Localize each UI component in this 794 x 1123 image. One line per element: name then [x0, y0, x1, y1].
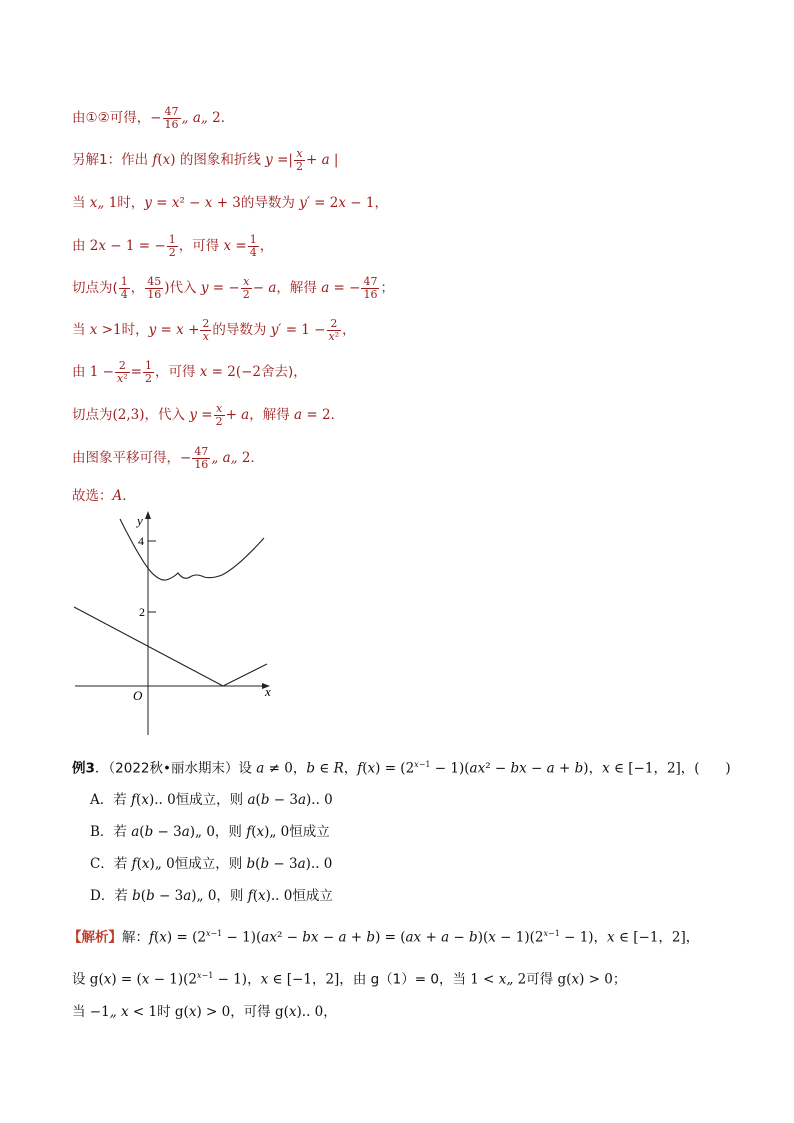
- solution-line-5: 切点为( $\frac{1}{4}$ ， $\frac{45}{16}$ )代入 y = − $\frac{x}{2}$ − a，解得 a = − $\frac{47}{16}$ ；: [72, 275, 394, 301]
- tick-label-2: 2: [139, 605, 145, 619]
- option-a[interactable]: A．若 f(x).. 0恒成立，则 a(b − 3a).. 0: [90, 792, 333, 808]
- option-c[interactable]: C．若 f(x)„ 0恒成立，则 b(b − 3a).. 0: [90, 856, 333, 872]
- solution-line-8: 切点为(2,3)，代入 y = $\frac{x}{2}$ + a，解得 a = 2．: [72, 402, 345, 428]
- abs-polyline: [74, 607, 267, 686]
- analysis-tag: 【解析】: [68, 929, 122, 946]
- solution-line-2: 另解1：作出 f(x) 的图象和折线 y =| $\frac{x}{2}$ + a |: [72, 147, 339, 173]
- analysis-line-1: 【解析】解：$f(x) = (2^{x-1} - 1)(ax^2$ − bx − $a + b) = (ax + a - b)(x - 1)(2^{x-1} - 1)$，x ∈ [−1，2]，: [68, 929, 700, 946]
- x-axis-label: x: [265, 684, 271, 699]
- f-curve: [120, 519, 264, 580]
- option-d[interactable]: D．若 b(b − 3a)„ 0，则 f(x).. 0恒成立: [90, 888, 333, 904]
- example-title: 例3．（2022秋•丽水期末）设 a ≠ 0，b ∈ R，$f(x) = (2^{x-1} - 1)(ax^2$ − bx − a + b)，x ∈ [−1，2]，( ): [72, 760, 731, 777]
- solution-line-4: 由 2x − 1 = − $\frac{1}{2}$ ，可得 x = $\frac{1}{4}$ ，: [72, 233, 274, 259]
- solution-line-3: 当 x„ 1时，y = x² − x + 3的导数为 y′ = 2x − 1，: [72, 195, 388, 211]
- solution-line-9: 由图象平移可得，− $\frac{47}{16}$ „ a„ 2．: [72, 445, 265, 471]
- solution-line-6: 当 x >1时，y = x + $\frac{2}{x}$ 的导数为 y′ = 1 − $\frac{2}{\text{x²}}$ ，: [72, 317, 356, 343]
- solution-line-7: 由 1 − $\frac{2}{\text{x²}}$ = $\frac{1}{2}$ ，可得 x = 2(−2舍去)，: [72, 359, 307, 385]
- origin-label: O: [133, 688, 143, 703]
- function-graph: [60, 505, 290, 740]
- tick-label-4: 4: [138, 534, 144, 548]
- y-axis-label: y: [137, 513, 143, 528]
- analysis-line-3: 当 −1„ x < 1时 g(x) > 0，可得 g(x).. 0，: [72, 1004, 337, 1020]
- solution-line-1: 由①②可得，− $\frac{47}{16}$ „ a„ 2．: [72, 105, 235, 131]
- option-b[interactable]: B．若 a(b − 3a)„ 0，则 f(x)„ 0恒成立: [90, 824, 330, 840]
- solution-line-10: 故选：A．: [72, 488, 136, 504]
- analysis-line-2: 设 $g(x) = (x - 1)(2^{x-1} - 1)$，x ∈ [−1，2]，由 g（1）= 0，当 1 < x„ 2可得 g(x) > 0；: [72, 971, 627, 988]
- y-axis-arrow: [145, 511, 151, 519]
